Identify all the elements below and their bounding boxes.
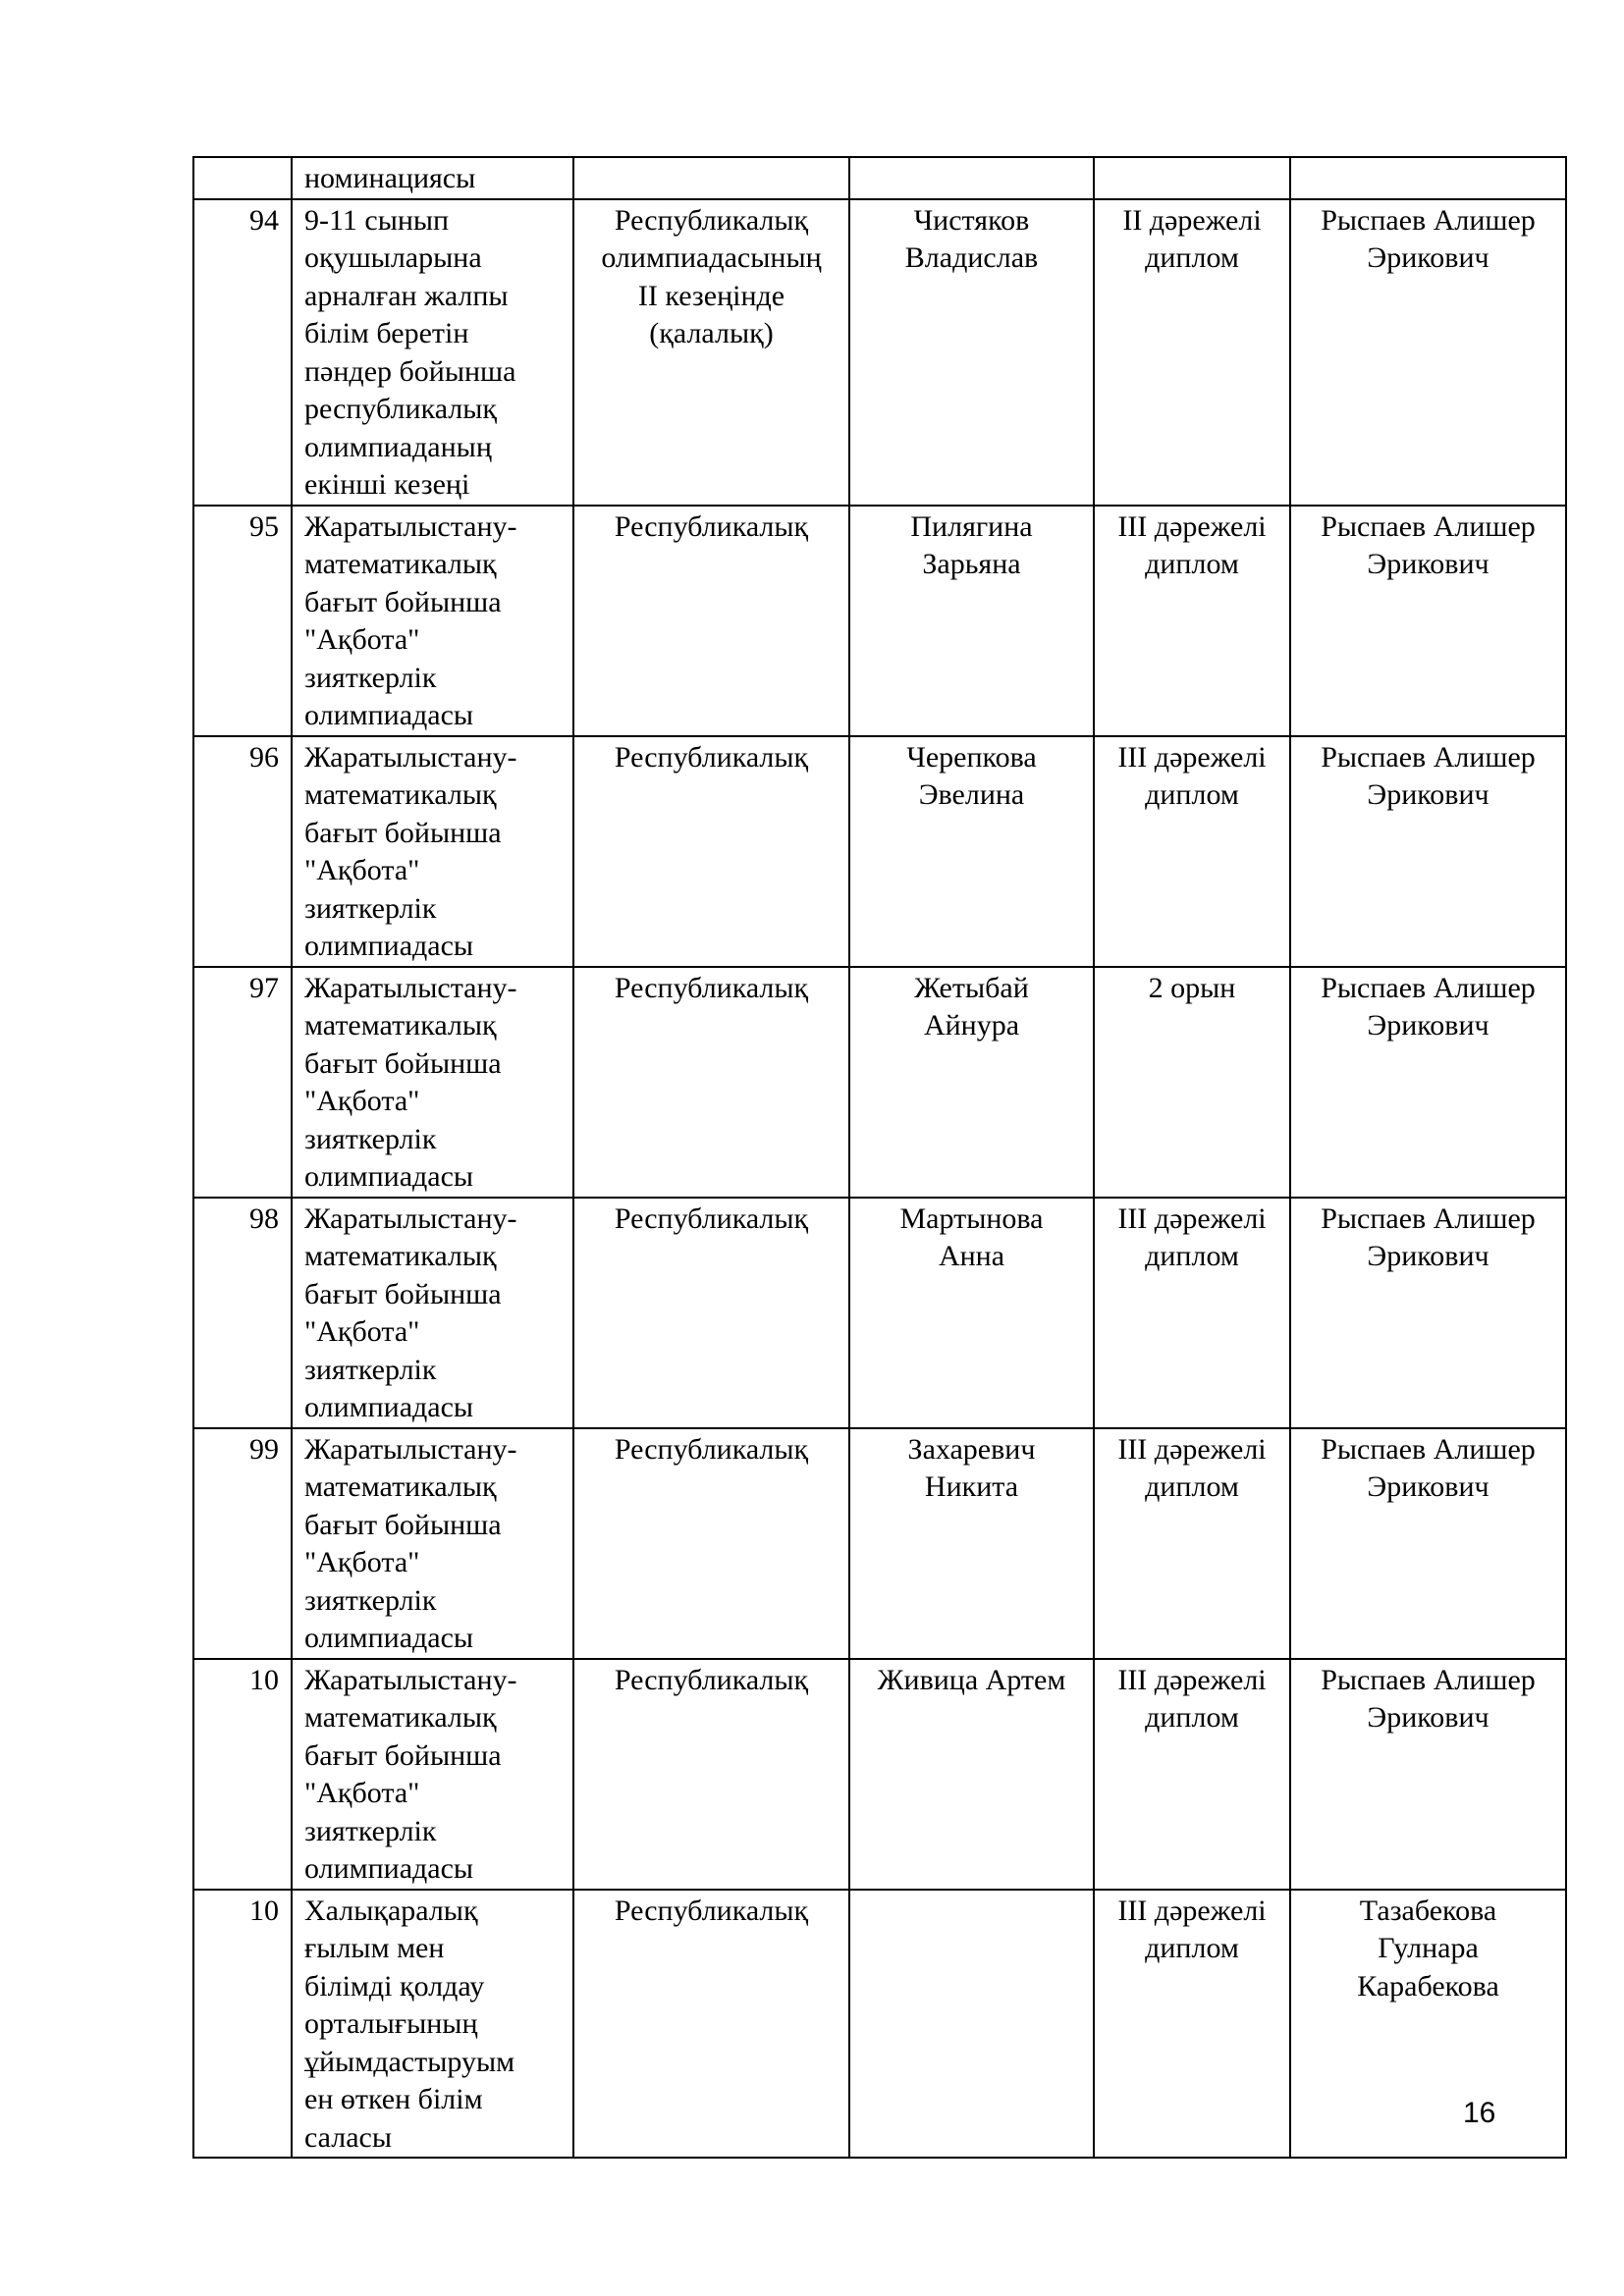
row-number: 94 <box>193 199 292 506</box>
level-line: Республикалық <box>614 1201 809 1235</box>
event-name-line: зияткерлік <box>304 1814 437 1847</box>
event-name-cell <box>292 157 573 199</box>
teacher-cell <box>1290 1659 1566 1890</box>
teacher-line: Рыспаев Алишер <box>1321 971 1536 1004</box>
event-name-line: олимпиадасы <box>304 1391 474 1423</box>
level-line: Республикалық <box>614 1432 809 1466</box>
participant-cell <box>849 1659 1094 1890</box>
table-row <box>193 967 1566 1198</box>
participant-cell <box>849 1198 1094 1428</box>
result-line: диплом <box>1145 1240 1239 1272</box>
participant-line: Айнура <box>923 1009 1020 1041</box>
level-line: Республикалық <box>614 1894 809 1927</box>
teacher-line: Рыспаев Алишер <box>1321 1432 1536 1466</box>
teacher-line: Эрикович <box>1367 778 1489 811</box>
event-name-line: ғылым мен <box>304 1932 445 1964</box>
table-row <box>193 1198 1566 1428</box>
event-name-line: олимпиаданың <box>304 430 492 463</box>
participant-cell <box>849 1428 1094 1659</box>
event-name-line: бағыт бойынша <box>304 1046 502 1080</box>
teacher-line: Эрикович <box>1367 1470 1489 1503</box>
result-line: диплом <box>1145 1932 1239 1964</box>
event-name-cell <box>292 1198 573 1428</box>
event-name-line: математикалық <box>304 778 497 811</box>
participant-line: Эвелина <box>918 778 1025 811</box>
event-name-line: "Ақбота" <box>304 1546 420 1578</box>
result-cell <box>1094 1428 1290 1659</box>
level-line: II кезеңінде <box>637 279 785 312</box>
event-name-cell <box>292 1890 573 2159</box>
event-name-line: "Ақбота" <box>304 1315 420 1348</box>
participant-cell <box>849 967 1094 1198</box>
event-name-line: математикалық <box>304 1470 497 1503</box>
teacher-cell <box>1290 736 1566 967</box>
row-number: 99 <box>193 1428 292 1659</box>
participant-line: Никита <box>924 1470 1019 1503</box>
event-name-line: олимпиадасы <box>304 1852 474 1885</box>
event-name-line: зияткерлік <box>304 891 437 925</box>
level-cell <box>573 1890 849 2159</box>
result-line: II дәрежелі <box>1122 203 1262 237</box>
event-name-line: "Ақбота" <box>304 1777 420 1809</box>
event-name-line: зияткерлік <box>304 1122 437 1155</box>
table-row <box>193 1890 1566 2159</box>
participant-cell <box>849 506 1094 736</box>
event-name-line: олимпиадасы <box>304 930 474 962</box>
result-cell <box>1094 1890 1290 2159</box>
teacher-line: Эрикович <box>1367 1009 1489 1041</box>
result-line: III дәрежелі <box>1117 1663 1267 1696</box>
event-name-line: "Ақбота" <box>304 1085 420 1117</box>
row-number: 10 <box>193 1659 292 1890</box>
event-name-line: номинациясы <box>304 162 476 194</box>
level-line: Республикалық <box>614 971 809 1004</box>
event-name-cell <box>292 1659 573 1890</box>
participant-line: Захаревич <box>907 1432 1036 1466</box>
result-line: III дәрежелі <box>1117 1201 1267 1235</box>
event-name-line: бағыт бойынша <box>304 816 502 849</box>
result-cell <box>1094 199 1290 506</box>
level-cell <box>573 506 849 736</box>
event-name-cell <box>292 1428 573 1659</box>
result-line: диплом <box>1145 241 1239 274</box>
teacher-line: Рыспаев Алишер <box>1321 1201 1536 1235</box>
event-name-line: Жаратылыстану- <box>304 1432 517 1466</box>
teacher-line: Рыспаев Алишер <box>1321 740 1536 774</box>
participant-line: Черепкова <box>906 740 1037 774</box>
event-name-line: оқушыларына <box>304 241 482 274</box>
event-name-line: зияткерлік <box>304 1583 437 1617</box>
event-name-line: арналған жалпы <box>304 279 509 312</box>
result-cell <box>1094 1659 1290 1890</box>
event-name-line: білім беретін <box>304 317 469 349</box>
event-name-cell <box>292 736 573 967</box>
result-line: диплом <box>1145 778 1239 811</box>
event-name-line: "Ақбота" <box>304 623 420 656</box>
participant-cell <box>849 157 1094 199</box>
row-number: 98 <box>193 1198 292 1428</box>
event-name-cell <box>292 967 573 1198</box>
result-line: III дәрежелі <box>1117 740 1267 774</box>
event-name-line: бағыт бойынша <box>304 585 502 618</box>
event-name-line: Жаратылыстану- <box>304 509 517 543</box>
event-name-line: орталығының <box>304 2007 478 2040</box>
teacher-cell <box>1290 967 1566 1198</box>
level-cell <box>573 1428 849 1659</box>
teacher-line: Карабекова <box>1357 1969 1499 2002</box>
participant-line: Живица Артем <box>877 1663 1066 1696</box>
event-name-line: ен өткен білім <box>304 2083 483 2115</box>
teacher-cell <box>1290 1890 1566 2159</box>
event-name-line: бағыт бойынша <box>304 1277 502 1310</box>
participant-line: Анна <box>938 1240 1005 1272</box>
level-line: Республикалық <box>614 740 809 774</box>
result-line: III дәрежелі <box>1117 1432 1267 1466</box>
level-cell <box>573 157 849 199</box>
teacher-line: Гулнара <box>1378 1932 1479 1964</box>
row-number: 95 <box>193 506 292 736</box>
event-name-line: 9-11 сынып <box>304 203 450 237</box>
event-name-line: Жаратылыстану- <box>304 1201 517 1235</box>
row-number: 97 <box>193 967 292 1198</box>
event-name-line: ұйымдастыруым <box>304 2045 515 2078</box>
result-line: диплом <box>1145 548 1239 580</box>
event-name-line: бағыт бойынша <box>304 1738 502 1772</box>
level-line: (қалалық) <box>649 317 774 349</box>
row-number: 10 <box>193 1890 292 2159</box>
row-number: 96 <box>193 736 292 967</box>
event-name-line: саласы <box>304 2120 393 2154</box>
teacher-line: Эрикович <box>1367 241 1489 274</box>
event-name-line: олимпиадасы <box>304 1160 474 1193</box>
results-table-body <box>193 157 1566 2158</box>
event-name-line: республикалық <box>304 393 497 425</box>
participant-cell <box>849 199 1094 506</box>
event-name-line: Халықаралық <box>304 1894 478 1927</box>
participant-line: Зарьяна <box>922 548 1021 580</box>
participant-line: Чистяков <box>913 203 1030 237</box>
event-name-line: екінші кезеңі <box>304 468 470 501</box>
event-name-line: Жаратылыстану- <box>304 971 517 1004</box>
participant-line: Владислав <box>904 241 1039 274</box>
result-line: диплом <box>1145 1470 1239 1503</box>
result-cell <box>1094 736 1290 967</box>
level-line: Республикалық <box>614 203 809 237</box>
level-cell <box>573 736 849 967</box>
result-cell <box>1094 1198 1290 1428</box>
event-name-line: олимпиадасы <box>304 699 474 731</box>
teacher-line: Рыспаев Алишер <box>1321 509 1536 543</box>
event-name-cell <box>292 199 573 506</box>
level-cell <box>573 967 849 1198</box>
result-line: 2 орын <box>1148 971 1236 1004</box>
event-name-line: математикалық <box>304 1240 497 1272</box>
level-line: Республикалық <box>614 1663 809 1696</box>
table-row <box>193 199 1566 506</box>
page-number: 16 <box>1463 2097 1496 2129</box>
table-row <box>193 736 1566 967</box>
participant-cell <box>849 736 1094 967</box>
event-name-line: бағыт бойынша <box>304 1508 502 1541</box>
result-line: III дәрежелі <box>1117 509 1267 543</box>
event-name-line: білімді қолдау <box>304 1969 485 2002</box>
event-name-line: математикалық <box>304 1009 497 1041</box>
row-number <box>193 157 292 199</box>
teacher-line: Тазабекова <box>1359 1894 1497 1927</box>
teacher-line: Эрикович <box>1367 1701 1489 1734</box>
teacher-line: Эрикович <box>1367 1240 1489 1272</box>
event-name-line: зияткерлік <box>304 661 437 694</box>
participant-line: Жетыбай <box>914 971 1029 1004</box>
event-name-line: олимпиадасы <box>304 1622 474 1654</box>
result-cell <box>1094 967 1290 1198</box>
table-row <box>193 1659 1566 1890</box>
event-name-line: математикалық <box>304 1701 497 1734</box>
participant-line: Пилягина <box>910 509 1033 543</box>
teacher-line: Эрикович <box>1367 548 1489 580</box>
table-row <box>193 506 1566 736</box>
table-row <box>193 1428 1566 1659</box>
event-name-line: зияткерлік <box>304 1353 437 1386</box>
result-line: III дәрежелі <box>1117 1894 1267 1927</box>
result-line: диплом <box>1145 1701 1239 1734</box>
results-table <box>192 156 1567 2159</box>
teacher-cell <box>1290 199 1566 506</box>
participant-line: Мартынова <box>899 1201 1044 1235</box>
level-line: Республикалық <box>614 509 809 543</box>
teacher-cell <box>1290 506 1566 736</box>
event-name-line: Жаратылыстану- <box>304 1663 517 1696</box>
level-cell <box>573 1659 849 1890</box>
level-cell <box>573 1198 849 1428</box>
level-cell <box>573 199 849 506</box>
participant-cell <box>849 1890 1094 2159</box>
event-name-cell <box>292 506 573 736</box>
result-cell <box>1094 157 1290 199</box>
event-name-line: пәндер бойынша <box>304 354 516 388</box>
teacher-cell <box>1290 1198 1566 1428</box>
event-name-line: "Ақбота" <box>304 854 420 886</box>
event-name-line: математикалық <box>304 548 497 580</box>
event-name-line: Жаратылыстану- <box>304 740 517 774</box>
teacher-cell <box>1290 157 1566 199</box>
teacher-cell <box>1290 1428 1566 1659</box>
teacher-line: Рыспаев Алишер <box>1321 1663 1536 1696</box>
result-cell <box>1094 506 1290 736</box>
level-line: олимпиадасының <box>601 241 822 274</box>
teacher-line: Рыспаев Алишер <box>1321 203 1536 237</box>
table-row <box>193 157 1566 199</box>
